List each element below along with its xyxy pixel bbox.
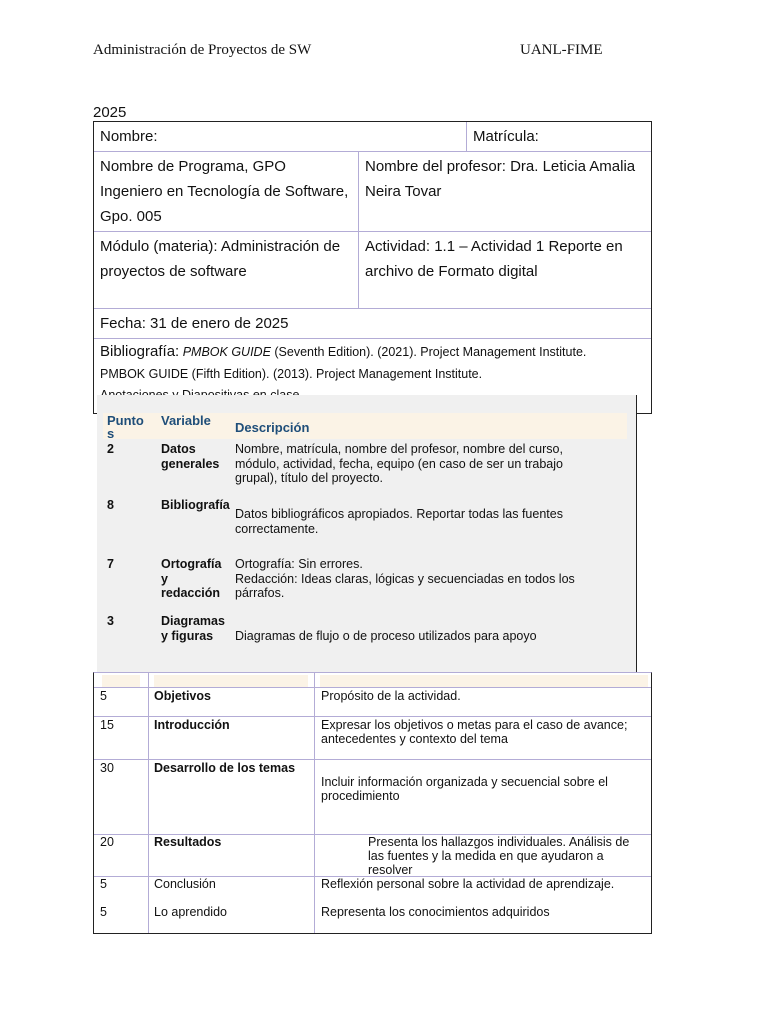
modulo-field: Módulo (materia): Administración de proyectos de software	[100, 238, 341, 280]
info-row-name	[94, 122, 651, 151]
row-divider	[94, 687, 651, 688]
column-divider	[148, 673, 149, 933]
rubric-table-2	[93, 672, 652, 934]
year-label: 2025	[93, 104, 127, 121]
header-course-title: Administración de Proyectos de SW	[93, 42, 312, 58]
rubric-variable: Lo aprendido	[154, 905, 227, 919]
row-divider	[94, 716, 651, 717]
fecha-field: Fecha: 31 de enero de 2025	[100, 315, 289, 332]
rubric-points: 30	[100, 761, 114, 775]
rubric-points: 5	[100, 905, 107, 919]
info-row-program	[94, 151, 651, 231]
rubric-points: 15	[100, 718, 114, 732]
bibliography-ref1-rest: (Seventh Edition). (2021). Project Management Institute.	[270, 345, 587, 359]
column-divider	[314, 673, 315, 933]
bibliography-ref1-title: PMBOK GUIDE	[182, 345, 271, 359]
rubric-description: Presenta los hallazgos individuales. Análisis de las fuentes y la medida en que ayudaron a resolver	[368, 835, 630, 877]
header-descripcion: Descripción	[235, 420, 310, 435]
rubric-variable: Conclusión	[154, 877, 216, 891]
rubric-points: 7	[107, 557, 114, 571]
rubric-points: 8	[107, 498, 114, 512]
rubric-description: Nombre, matrícula, nombre del profesor, nombre del curso, módulo, actividad, fecha, equipo (en caso de ser un trabajo grupal), título del proyecto.	[235, 442, 563, 485]
row-divider	[94, 759, 651, 760]
programa-field: Nombre de Programa, GPO Ingeniero en Tecnología de Software, Gpo. 005	[100, 158, 349, 225]
rubric-description: Reflexión personal sobre la actividad de aprendizaje.	[321, 877, 615, 891]
rubric-description: Datos bibliográficos apropiados. Reportar todas las fuentes correctamente.	[235, 507, 563, 536]
rubric-variable: Introducción	[154, 718, 230, 732]
rubric-table-1	[97, 395, 637, 673]
rubric-description: Expresar los objetivos o metas para el caso de avance; antecedentes y contexto del tema	[321, 718, 628, 746]
bibliography-line-1	[100, 341, 645, 364]
bibliography-label: Bibliografía:	[100, 343, 180, 360]
rubric-variable: Desarrollo de los temas	[154, 761, 296, 775]
header-band-2	[154, 675, 308, 687]
rubric-variable: Bibliografía	[161, 498, 230, 512]
rubric-points: 2	[107, 442, 114, 456]
rubric-points: 5	[100, 877, 107, 891]
info-row-date	[94, 308, 651, 338]
header-institution: UANL-FIME	[520, 42, 603, 58]
header-variable: Variable	[161, 413, 211, 428]
info-row-module	[94, 231, 651, 308]
profesor-field: Nombre del profesor: Dra. Leticia Amalia Neira Tovar	[358, 152, 651, 231]
rubric-variable: Resultados	[154, 835, 222, 849]
header-band-3	[320, 675, 648, 687]
rubric-variable: Objetivos	[154, 689, 211, 703]
actividad-field: Actividad: 1.1 – Actividad 1 Reporte en archivo de Formato digital	[358, 232, 651, 308]
bibliography-ref2: PMBOK GUIDE (Fifth Edition). (2013). Project Management Institute.	[100, 366, 483, 381]
rubric-description: Propósito de la actividad.	[321, 689, 461, 703]
rubric-description: Representa los conocimientos adquiridos	[321, 905, 550, 919]
rubric-points: 20	[100, 835, 114, 849]
header-puntos: Puntos	[107, 413, 144, 441]
rubric-variable: Datos generales	[161, 442, 220, 471]
nombre-field: Nombre:	[100, 128, 158, 145]
rubric-variable: Ortografía y redacción	[161, 557, 222, 600]
rubric-variable: Diagramas y figuras	[161, 614, 225, 643]
header-band-1	[102, 675, 140, 687]
rubric-description: Diagramas de flujo o de proceso utilizados para apoyo	[235, 629, 537, 643]
matricula-field: Matrícula:	[466, 122, 651, 151]
info-table	[93, 121, 652, 414]
rubric-points: 5	[100, 689, 107, 703]
rubric-points: 3	[107, 614, 114, 628]
rubric-description: Ortografía: Sin errores. Redacción: Ideas claras, lógicas y secuenciadas en todos los párrafos.	[235, 557, 575, 600]
rubric-description: Incluir información organizada y secuencial sobre el procedimiento	[321, 775, 608, 803]
